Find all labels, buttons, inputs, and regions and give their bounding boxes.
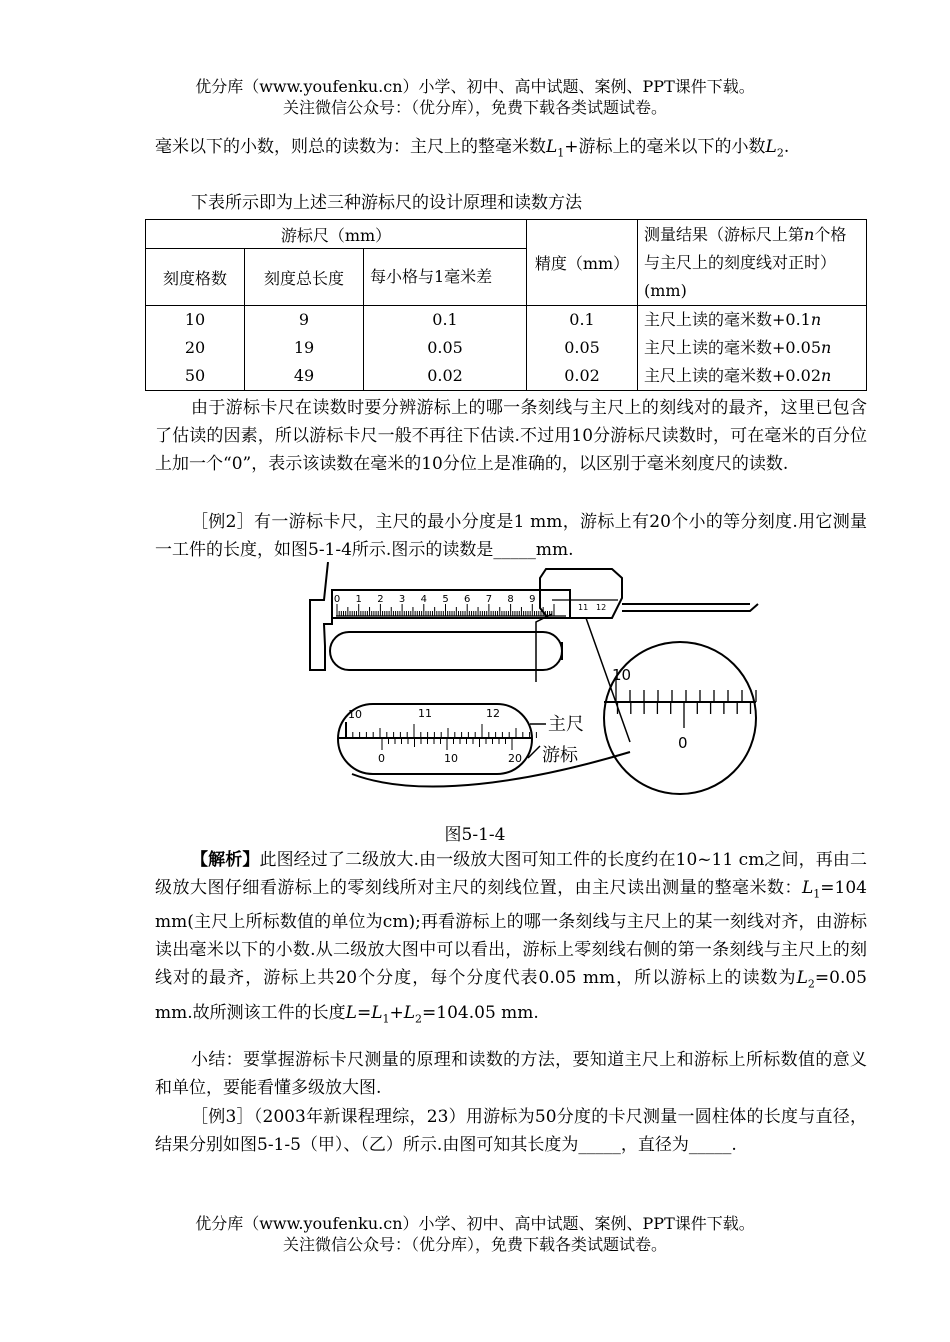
page-footer [0, 1213, 950, 1255]
main-scale-label: 0 [333, 594, 341, 605]
summary-paragraph: 小结：要掌握游标卡尺测量的原理和读数的方法，要知道主尺上和游标上所标数值的意义和单位，要能看懂多级放大图. [155, 1050, 867, 1098]
vernier-label-12: 12 [596, 603, 607, 612]
mid-vernier-label-20: 20 [508, 752, 522, 765]
paragraph-estimate: 由于游标卡尺在读数时要分辨游标上的哪一条刻线与主尺上的刻线对的最齐，这里已包含了估读的因素，所以游标卡尺一般不再往下估读.不过用10分游标尺读数时，可在毫米的百分位上加一个“0”，表示该读数在毫米的10分位上是准确的，以区别于毫米刻度尺的读数. [155, 398, 867, 474]
footer-line-2: 关注微信公众号：（优分库），免费下载各类试题试卷。 [282, 1235, 667, 1254]
vernier-caliper-diagram [300, 562, 760, 802]
mid-main-label-10: 10 [348, 708, 362, 721]
right-main-label-10: 10 [612, 666, 632, 684]
table-head-diff: 每小格与1毫米差 [364, 249, 527, 306]
vernier-scale-label: 游标 [542, 745, 578, 766]
main-scale-label: 2 [377, 594, 384, 605]
table-cell-diff: 0.1 0.05 0.02 [364, 306, 527, 391]
caliper-figure [300, 562, 760, 807]
paragraph-total-reading: 毫米以下的小数，则总的读数为：主尺上的整毫米数$L_1+$游标上的毫米以下的小数$L_2$. [155, 137, 790, 160]
header-line-1: 优分库（www.youfenku.cn）小学、初中、高中试题、案例、PPT课件下载。 [195, 77, 755, 96]
header-line-2: 关注微信公众号：（优分库），免费下载各类试题试卷。 [282, 98, 667, 117]
figure-caption: 图5-1-4 [444, 825, 506, 845]
table-head-result: 测量结果（游标尺上第n个格与主尺上的刻度线对正时）(mm) [638, 220, 867, 306]
main-scale-label: 8 [507, 594, 514, 605]
main-scale-label: 1 [355, 594, 362, 605]
footer-line-1: 优分库（www.youfenku.cn）小学、初中、高中试题、案例、PPT课件下载。 [195, 1214, 755, 1233]
right-vernier-label-0: 0 [678, 734, 688, 752]
table-cell-count: 10 20 50 [146, 306, 245, 391]
main-scale-label: 9 [529, 594, 536, 605]
table-intro: 下表所示即为上述三种游标尺的设计原理和读数方法 [191, 193, 582, 213]
main-scale-label: 主尺 [548, 714, 584, 735]
vernier-spec-table [145, 219, 867, 391]
table-cell-precision: 0.1 0.05 0.02 [527, 306, 638, 391]
vernier-label-11: 11 [578, 603, 589, 612]
table-cell-result: 主尺上读的毫米数+0.1n 主尺上读的毫米数+0.05n 主尺上读的毫米数+0.02n [638, 306, 867, 391]
analysis-paragraph: 【解析】此图经过了二级放大.由一级放大图可知工件的长度约在10~11 cm之间，再由二级放大图仔细看游标上的零刻线所对主尺的刻线位置，由主尺读出测量的整毫米数：$L_1=104$ mm(主尺上所标数值的单位为cm);再看游标上的哪一条刻线与主尺上的某一刻线对齐，由游标读出毫米以下的小数.从二级放大图中可以看出，游标上零刻线右侧的第一条刻线与主尺上的刻线对的最齐，游标上共20个分度，每个分度代表0.05 mm，所以游标上的读数为$L_2=0.05$ mm.故所测该工件的长度$L=L_1+L_2=104.05$ mm. [155, 850, 867, 1026]
table-head-precision: 精度（mm） [527, 220, 638, 306]
page-header [0, 76, 950, 118]
mid-vernier-label-10: 10 [444, 752, 458, 765]
table-head-count: 刻度格数 [146, 249, 245, 306]
main-scale-label: 7 [485, 594, 493, 605]
main-scale-label: 6 [464, 594, 471, 605]
main-scale-label: 4 [420, 594, 427, 605]
main-scale-label: 3 [398, 594, 406, 605]
example-3: ［例3］（2003年新课程理综，23）用游标为50分度的卡尺测量一圆柱体的长度与直径，结果分别如图5-1-5（甲）、（乙）所示.由图可知其长度为_____，直径为_____. [155, 1107, 867, 1155]
table-head-group: 游标尺（mm） [146, 220, 527, 249]
mid-main-label-11: 11 [418, 707, 432, 720]
table-cell-total: 9 19 49 [245, 306, 364, 391]
mid-main-label-12: 12 [486, 707, 500, 720]
mid-vernier-label-0: 0 [378, 752, 385, 765]
example-2: ［例2］有一游标卡尺，主尺的最小分度是1 mm，游标上有20个小的等分刻度.用它测量一工件的长度，如图5-1-4所示.图示的读数是_____mm. [155, 512, 867, 560]
main-scale-label: 5 [442, 594, 449, 605]
table-head-total: 刻度总长度 [245, 249, 364, 306]
